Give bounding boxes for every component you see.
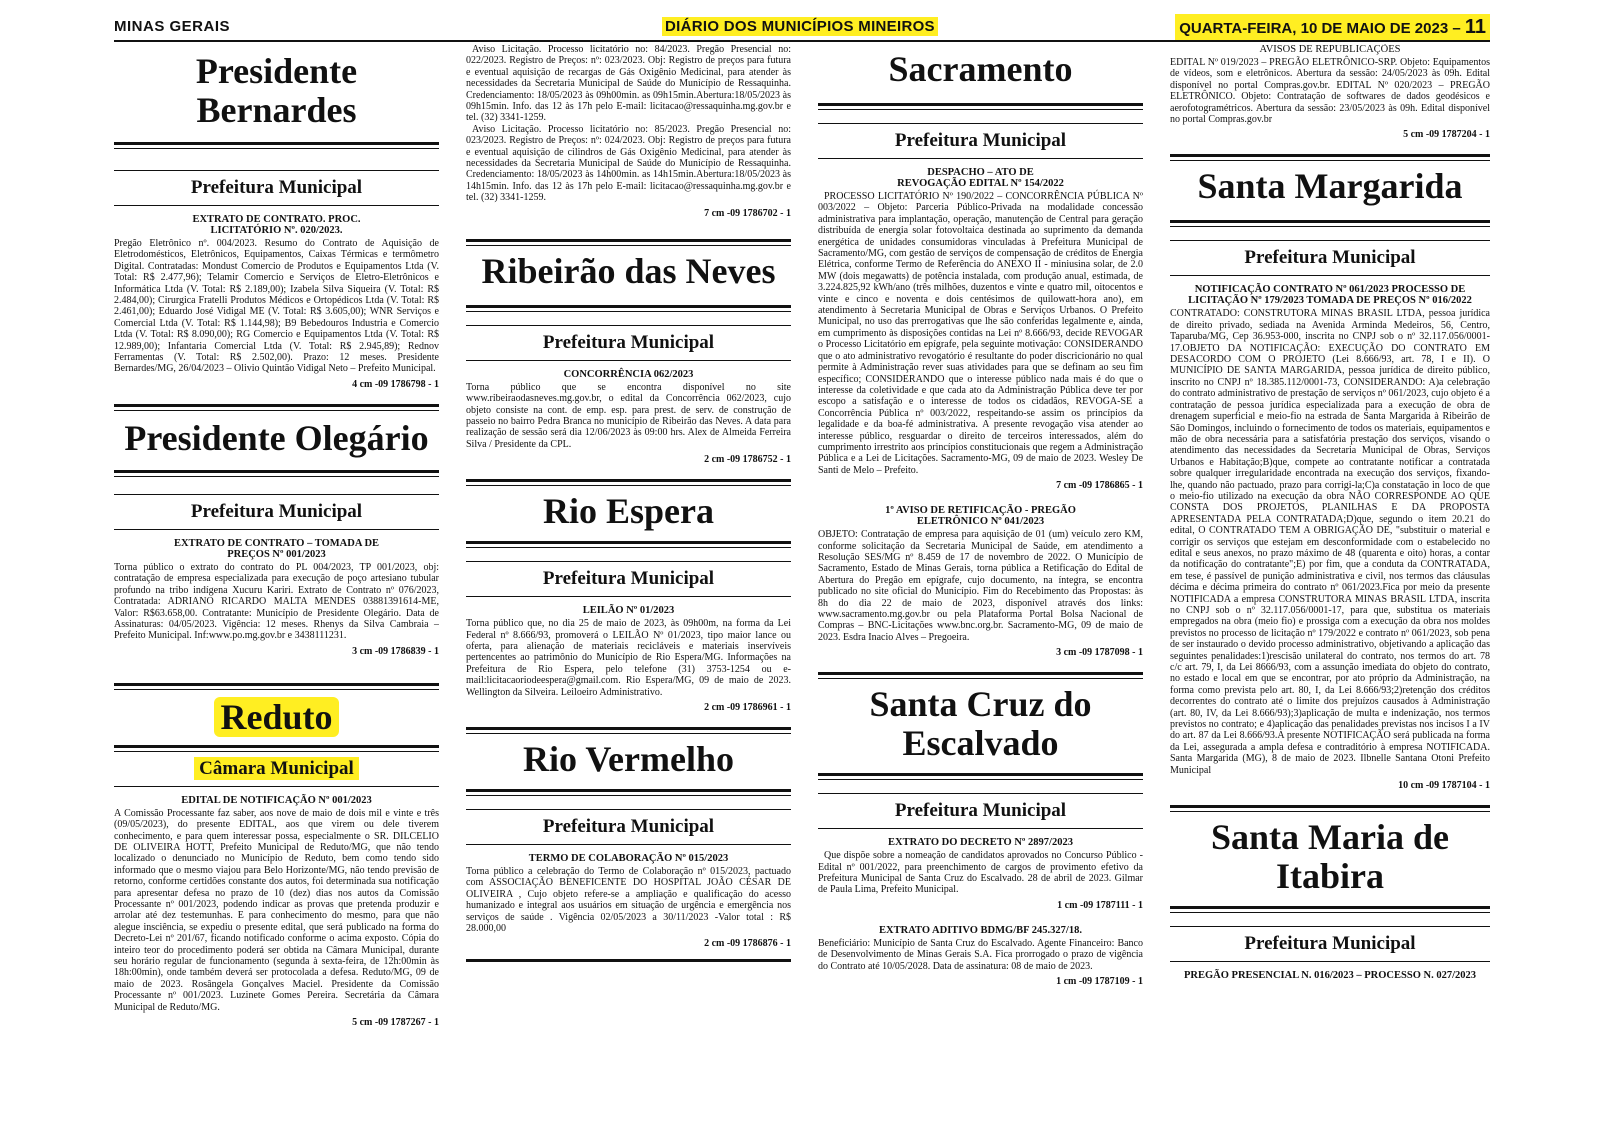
notice-body: OBJETO: Contratação de empresa para aquisição de 01 (um) veículo zero KM, conforme solicitação da Secretaria Municipal de Saúde, em atendimento a Resolução SES/MG nº 8.459 de 17 de novembro de 2022. O Município de Sacramento, Estado de Minas Gerais, torna pública a Retificação do Edital de Abertura do Pregão em epígrafe, cujo documento, na íntegra, se encontra publicado no site oficial do Município. Fim do Recebimento das Propostas: às 8h do dia 22 de maio de 2023, disponível através dos links: www.sacramento.mg.gov.br ou pela Plataforma Portal Bolsa Nacional de Compras – BNC-Licitações www.bnc.org.br. Sacramento-MG, 09 de maio de 2023. Esdra Inacio Alves – Pregoeira. <box>818 529 1143 643</box>
org-name: Prefeitura Municipal <box>542 815 715 837</box>
org-name: Prefeitura Municipal <box>542 568 715 590</box>
divider <box>818 123 1143 124</box>
city-title-santa-margarida: Santa Margarida <box>1197 166 1463 207</box>
column-4 <box>1170 44 1490 1144</box>
page-number: 11 <box>1464 16 1486 38</box>
divider <box>114 683 439 686</box>
divider <box>1170 220 1490 223</box>
org-name-text: Câmara Municipal <box>194 757 359 780</box>
city-title-sacramento: Sacramento <box>888 49 1073 89</box>
divider <box>466 596 791 597</box>
notice-body: A Comissão Processante faz saber, aos nove de maio de dois mil e vinte e três (09/05/2023), do presente EDITAL, aos que virem ou dele tiverem conhecimento, e para quem interessar possa, especialmente o SR. DILCELIO DE OLIVEIRA HOTT, Prefeito Municipal de Reduto/MG, que não tendo localizado o denunciado no Município de Reduto, bem como tendo sido informado que o mesmo viajou para Belo Horizonte/MG, não tendo previsão de retorno, conforme certidões constante dos autos, foi determinada sua notificação para apresentar defesa no prazo de 10 (dez) dias nos autos da Comissão Processante nº 001/2023, podendo indicar as provas que pretenda produzir e arrolar até dez testemunhas. E para conhecimento do mesmo, para que não alegue insciência, se expediu o presente edital, que será publicado na forma do Decreto-Lei nº 201/67, ficando notificado conforme o acima exposto. Cópia do inteiro teor do procedimento poderá ser obtida na Câmara Municipal, durante seu horário regular de funcionamento (segunda à sexta-feira, de 12h:00min às 18h:00min), onde também deverá ser protocolada a defesa. Reduto/MG, 09 de maio de 2023. Rosângela Gonçalves Maciel. Presidente da Comissão Processante nº 001/2023. Luzinete Gomes Pereira. Secretária da Câmara Municipal de Reduto/MG. <box>114 807 439 1013</box>
notice-title: EXTRATO DE CONTRATO. PROC. LICITATÓRIO Nº. 020/2023. <box>192 214 361 236</box>
divider <box>1170 805 1490 808</box>
city-title-rio-espera: Rio Espera <box>543 491 714 532</box>
notice-body: CONTRATADO: CONSTRUTORA MINAS BRASIL LTDA, pessoa jurídica de direito privado, sediada na Avenida Arminda Medeiros, 56, Centro, Taparuba/MG, Cep 36.953-000, inscrita no CNPJ sob o nº 32.117.056/0001-17.OBJETO DA NOTIFICAÇÃO: EXECUÇÃO DO CONTRATO EM DESACORDO COM O PROJETO (Lei 8.666/93, art. 78, I e II). O MUNICÍPIO DE SANTA MARGARIDA, pessoa jurídica de direito público, inscrito no CNPJ nº 18.385.112/0001-73, CONSIDERANDO: A)a celebração do contrato administrativo de prestação de serviços nº 061/2023, cujo objeto é a contratação de pessoa jurídica especializada para a execução de obra de drenagem superficial e meio-fio na estrada de Santa Margarida à Ribeirão de São Domingos, incluindo o fornecimento de todos os materiais, equipamentos e mão de obra necessária para a satisfatória prestação dos serviços, visando o atendimento das necessidades da Secretaria Municipal de Obras, Serviços Urbanos e Habitação;B)que, compete ao contratante notificar a contratada sobre qualquer irregularidade encontrada na execução dos serviços, fixando-lhe, quando não pactuado, prazo para corrigi-la;C)a constatação in loco de que o meio-fio utilizado na execução da obra NÃO CORRESPONDE AO QUE CONSTA DOS PROJETOS, PLANILHAS E DA PROPOSTA APRESENTADA PELA CONTRATADA;D)que, segundo o item 20.21 do edital, O CONTRATADO TEM A OBRIGAÇÃO DE, "substituir o material e corrigir os serviços que estejam em desconformidade com o estabelecido no edital e seus anexos, no prazo máximo de 48 (quarenta e oito) horas, a contar da notificação do contratante";E) por fim, que a conduta da CONTRATADA, em tese, é passível de punição administrativa e civil, nos termos das cláusulas décima e décima primeira do contrato nº 061/2023.Fica por meio da presente NOTIFICADA a empresa CONSTRUTORA MINAS BRASIL LTDA, inscrita no CNPJ sob o nº 32.117.056/0001-17, para que, substitua os materiais empregados na obra (meio fio) e prossiga com a execução da obra nos moldes previstos no processo de licitação nº 179/2022 e contrato nº 061/2023, sob pena de ser instaurado o devido processo administrativo, objetivando a aplicação das seguintes penalidades:1)rescisão unilateral do contrato, nos termos do art. 78 c/c art. 79, I, da Lei 8666/93, com a assunção imediata do objeto do contrato, no estado e local em que se encontrar, por ato próprio da Administração, na forma como prevista pelo art. 80, I, da Lei 8.666/93;2)retenção dos créditos decorrentes do contrato até o limite dos prejuízos causados à Administração (art. 80, IV, da Lei 8.666/93);3)aplicação de multa e indenização, nos termos previstos no contrato; e 4)aplicação das penalidades previstas nos incisos I a IV do art. 87 da Lei 8.666/93.A presente NOTIFICAÇÃO será publicada na forma da Lei, assegurada a ampla defesa e contraditório à empresa NOTIFICADA. Santa Margarida (MG), 8 de maio de 2023. Ilbnelle Santana Otoni Prefeito Municipal <box>1170 308 1490 776</box>
divider <box>114 786 439 787</box>
notice-code: 10 cm -09 1787104 - 1 <box>1398 780 1490 792</box>
notice-title: NOTIFICAÇÃO CONTRATO Nº 061/2023 PROCESSO DE LICITAÇÃO Nº 179/2023 TOMADA DE PREÇOS Nº 016/2022 <box>1188 284 1472 307</box>
notice-title: PREGÃO PRESENCIAL N. 016/2023 – PROCESSO N. 027/2023 <box>1184 970 1476 982</box>
notice-title: EXTRATO DO DECRETO Nº 2897/2023 <box>888 837 1073 849</box>
notice-body: Aviso Licitação. Processo licitatório no: 84/2023. Pregão Presencial no: 022/2023. Registro de Preços: nº: 023/2023. Obj: Registro de preços para futura e eventual aquisição de recargas de Gás Oxigênio Medicinal, para atender às necessidades da Secretaria Municipal de Saúde do Município de Ressaquinha. Credenciamento: 18/05/2023 às 09h00min. as 09h15min.Abertura:18/05/2023 às 09h15min. Info. das 12 às 17h pelo E-mail: licitacao@ressaquinha.mg.gov.br e tel. (32) 3341-1259. <box>466 44 791 124</box>
divider <box>1170 906 1490 909</box>
issue-date-text: QUARTA-FEIRA, 10 DE MAIO DE 2023 – <box>1179 20 1465 37</box>
org-name: Prefeitura Municipal <box>1244 247 1416 269</box>
divider <box>114 745 439 748</box>
notice-title: AVISOS DE REPUBLICAÇÕES <box>1259 44 1401 55</box>
notice-code: 3 cm -09 1786839 - 1 <box>352 645 439 657</box>
notice-body: Torna público a celebração do Termo de Colaboração nº 015/2023, pactuado com ASSOCIAÇÃO BENEFICENTE DO HOSPITAL JOÃO CÉSAR DE OLIVEIRA , Cujo objeto refere-se a ampliação e qualificação do acesso humanizado e integral aos usuários em situação de urgência e emergência nos serviços de saúde . Vigência 02/05/2023 a 30/11/2023 -Valor total : R$ 28.000,00 <box>466 865 791 934</box>
notice-code: 1 cm -09 1787111 - 1 <box>1057 899 1143 911</box>
notice-code: 5 cm -09 1787267 - 1 <box>352 1017 439 1029</box>
city-title-santa-cruz-do-escalvado: Santa Cruz do Escalvado <box>869 684 1092 764</box>
notice-body: Aviso Licitação. Processo licitatório no: 85/2023. Pregão Presencial no: 023/2023. Registro de Preços: nº: 024/2023. Obj: Registro de preços para futura e eventual aquisição de cilindros de Gás Oxigênio Medicinal, para atender às necessidades da Secretaria Municipal de Saúde do Município de Ressaquinha. Credenciamento: 18/05/2023 às 14h00min. as 14h15min.Abertura:18/05/2023 às 14h15min. Info. das 12 às 17h pelo E-mail: licitacao@ressaquinha.mg.gov.br e tel. (32) 3341-1259. <box>466 123 791 204</box>
divider <box>818 793 1143 794</box>
divider <box>114 404 439 407</box>
city-title-rio-vermelho: Rio Vermelho <box>523 738 734 779</box>
state-name: MINAS GERAIS <box>114 18 231 35</box>
org-name: Prefeitura Municipal <box>190 500 363 522</box>
city-title-presidente-olegario: Presidente Olegário <box>124 417 429 458</box>
city-title-reduto <box>114 698 439 737</box>
org-name: Prefeitura Municipal <box>190 177 363 198</box>
notice-code: 2 cm -09 1786961 - 1 <box>704 701 791 713</box>
divider <box>114 529 439 530</box>
notice-code: 4 cm -09 1786798 - 1 <box>352 378 439 390</box>
divider <box>114 205 439 206</box>
divider <box>466 727 791 730</box>
journal-name: DIÁRIO DOS MUNICÍPIOS MINEIROS <box>662 17 938 36</box>
column-1 <box>114 44 439 1144</box>
notice-title: EXTRATO DE CONTRATO – TOMADA DE PREÇOS Nº 001/2023 <box>173 537 380 560</box>
notice-code: 7 cm -09 1786865 - 1 <box>1056 480 1143 492</box>
divider <box>466 239 791 242</box>
divider <box>818 158 1143 159</box>
notice-title: 1º AVISO DE RETIFICAÇÃO - PREGÃO ELETRÔNICO Nº 041/2023 <box>885 505 1076 528</box>
divider <box>114 470 439 473</box>
org-name <box>114 758 439 780</box>
notice-title: LEILÃO Nº 01/2023 <box>582 605 675 617</box>
divider <box>818 773 1143 776</box>
issue-date <box>1175 14 1490 41</box>
notice-title: TERMO DE COLABORAÇÃO Nº 015/2023 <box>528 852 729 864</box>
divider <box>818 828 1143 829</box>
notice-body: PROCESSO LICITATÓRIO Nº 190/2022 – CONCORRÊNCIA PÚBLICA Nº 003/2022 – Objeto: Parceria Público-Privada na modalidade concessão administrativa para implantação, operação, manutenção de Central para geração distribuída de energia solar fotovoltaica destinada ao suprimento da demanda energética de unidades consumidoras vinculadas à Prefeitura Municipal de Sacramento/MG, com gestão de serviços de compensação de créditos de Energia Elétrica, conforme Termo de Referência do ANEXO II - miniusina solar, de 2.0 MW (dois megawatts) de potência instalada, com produção anual, estimada, de 3.224.825,92 kWh/ano (três milhões, duzentos e vinte e quatro mil, oitocentos e vinte e cinco e noventa e dois centésimos de quilowatt-hora ano), em atendimento à Secretaria Municipal de Obras e Serviços Urbanos. O Prefeito Municipal, no uso das prerrogativas que lhe são conferidas legalmente e, ainda, em cumprimento às disposições contidas na Lei nº 8.666/93, decide REVOGAR o Processo Licitatório em epígrafe, pela seguinte motivação: CONSIDERANDO que o ato administrativo revogatório é resultante do poder discricionário no qual permite à Administração rever suas atividades para que se definam ao seu fim específico; CONSIDERANDO que o interesse público nada mais é do que o interesse da coletividade e que cada ato da Administração Pública deve ter por escopo a satisfação e o interesse de todos os cidadãos, REVOGA-SE a Concorrência Pública nº 003/2022, respeitando-se assim os princípios da legalidade e da boa-fé administrativa. A presente revogação visa atender ao interesse público, resguardar o direito de terceiros interessados, além do cumprimento irrestrito aos princípios constitucionais que regem a Administração Pública e a Lei de Licitações. Sacramento-MG, 09 de maio de 2023. Wesley De Santi de Melo – Prefeito. <box>818 191 1143 476</box>
divider <box>466 360 791 361</box>
notice-code: 5 cm -09 1787204 - 1 <box>1403 129 1490 141</box>
divider <box>1170 926 1490 927</box>
notice-body: Pregão Eletrônico nº. 004/2023. Resumo do Contrato de Aquisição de Eletrodomésticos, Eletrônicos, Equipamentos, Caixas Térmicas e termômetro Digital. Contratadas: Mondust Comercio de Produtos e Equipamentos Ltda (V. Total: R$ 2.477,96); Telamir Comercio e Serviços de Eletro-Eletrônicos e Informática Ltda (V. Total: R$ 2.189,00); Izabela Silva Siqueira (V. Total: R$ 2.484,00); Cirurgica Fratelli Produtos Médicos e Ortopédicos Ltda (V. Total: R$ 2.461,00); Eduardo José Vidigal ME (V. Total: R$ 3.605,00); WNR Serviços e Comercial Ltda (V. Total: R$ 1.144,98); B9 Bebedouros Industria e Comercio Ltda (V. Total: R$ 8.090,00); RG Comercio e Equipamentos Ltda (V. Total: R$ 12.989,00); Infantaria Comercial Ltda (V. Total: R$ 2.945,89); Rednov Ferramentas (V. Total: R$ 2.502,00). Prazo: 12 meses. Presidente Bernardes/MG, 26/04/2023 – Olivio Quintão Vidigal Neto – Prefeito Municipal. <box>114 238 439 375</box>
divider <box>466 561 791 562</box>
notice-code: 2 cm -09 1786876 - 1 <box>704 938 791 950</box>
divider <box>114 142 439 145</box>
notice-body: Que dispõe sobre a nomeação de candidatos aprovados no Concurso Público - Edital nº 001/2022, para preenchimento de cargos de provimento efetivo da Prefeitura Municipal de Santa Cruz do Escalvado. 28 de abril de 2023. Gilmar de Paula Lima, Prefeito Municipal. <box>818 850 1143 896</box>
divider <box>1170 961 1490 962</box>
divider <box>466 959 791 962</box>
divider <box>466 305 791 308</box>
notice-code: 7 cm -09 1786702 - 1 <box>704 207 791 219</box>
divider <box>1170 240 1490 241</box>
page-header <box>114 12 1490 42</box>
city-title-presidente-bernardes: Presidente Bernardes <box>195 51 358 130</box>
divider <box>1170 275 1490 276</box>
divider <box>114 494 439 495</box>
notice-code: 2 cm -09 1786752 - 1 <box>704 454 791 466</box>
column-2 <box>466 44 791 1144</box>
divider <box>114 751 439 752</box>
notice-title: EDITAL DE NOTIFICAÇÃO Nº 001/2023 <box>181 794 372 806</box>
notice-body: Torna público que, no dia 25 de maio de 2023, às 09h00m, na forma da Lei Federal nº 8.666/93, promoverá o LEILÃO Nº 01/2023, tipo maior lance ou oferta, para alienação de materiais recicláveis e materiais inservíveis pertencentes ao patrimônio do Município de Rio Espera/MG. Informações na Prefeitura de Rio Espera, pelo telefone (31) 3753-1254 ou e-mail:licitacaoriodeespera@gmail.com. Rio Espera/MG, 09 de maio de 2023. Wellington da Silveira. Leiloeiro Administrativo. <box>466 618 791 698</box>
notice-body: EDITAL Nº 019/2023 – PREGÃO ELETRÔNICO-SRP. Objeto: Equipamentos de vídeos, som e eletrônicos. Abertura da sessão: 24/05/2023 às 09h. Edital disponível no portal Compras.gov.br. EDITAL Nº 020/2023 – PREGÃO ELETRÔNICO. Objeto: Contratação de softwares de dados geodésicos e aerofotogramétricos. Abertura da sessão: 23/05/2023 às 09h. Edital disponível no portal Compras.gov.br <box>1170 57 1490 126</box>
org-name: Prefeitura Municipal <box>542 331 715 353</box>
header-rule <box>114 40 1490 42</box>
divider <box>466 809 791 810</box>
city-title-ribeirao-das-neves: Ribeirão das Neves <box>481 250 776 291</box>
divider <box>818 103 1143 106</box>
divider <box>114 170 439 171</box>
divider <box>466 844 791 845</box>
notice-code: 3 cm -09 1787098 - 1 <box>1056 647 1143 659</box>
notice-body: Torna público que se encontra disponível no site www.ribeiraodasneves.mg.gov.br, o edital da Concorrência 062/2023, cujo objeto consiste na cont. de emp. esp. para prest. de serv. de construção de passeio no bairro Pedra Branca no município de Ribeirão das Neves. A data para realização de sessão será dia 12/06/2023 às 09:00 hrs. Alex de Almeida Ferreira Silva / Presidente da CPL. <box>466 381 791 450</box>
divider <box>1170 154 1490 157</box>
divider <box>466 479 791 482</box>
notice-code: 1 cm -09 1787109 - 1 <box>1056 976 1143 988</box>
notice-title: CONCORRÊNCIA 062/2023 <box>563 368 694 380</box>
org-name: Prefeitura Municipal <box>894 800 1067 822</box>
divider <box>466 541 791 544</box>
divider <box>466 325 791 326</box>
notice-title: DESPACHO – ATO DE REVOGAÇÃO EDITAL Nº 154/2022 <box>897 167 1064 189</box>
divider <box>466 789 791 792</box>
notice-body: Torna público o extrato do contrato do PL 004/2023, TP 001/2023, obj: contratação de empresa especializada para execução de poço artesiano tubular profundo na tribo indígena Xucuru Kariri. Extrato de Contrato nº 076/2023, Contratada: ADRIANO RICARDO MALTA MENDES 03881391614-ME, Valor: R$63.658,00. Contratante: Município de Presidente Olegário. Data de Assinaturas: 04/05/2023. Vigência: 12 meses. Rhenys da Silva Cambraia – Prefeito Municipal. Inf:www.po.mg.gov.br e 3438111231. <box>114 561 439 642</box>
notice-body: Beneficiário: Município de Santa Cruz do Escalvado. Agente Financeiro: Banco de Desenvolvimento de Minas Gerais S.A. Fica prorrogado o prazo de vigência do Contrato até 10/05/2028. Data de assinatura: 08 de maio de 2023. <box>818 937 1143 972</box>
notice-title: EXTRATO ADITIVO BDMG/BF 245.327/18. <box>879 924 1082 936</box>
divider <box>818 672 1143 675</box>
org-name: Prefeitura Municipal <box>894 130 1067 151</box>
column-3 <box>818 44 1143 1144</box>
city-title-santa-maria-de-itabira: Santa Maria de Itabira <box>1211 817 1449 897</box>
city-title-reduto-text: Reduto <box>214 697 338 737</box>
org-name: Prefeitura Municipal <box>1244 933 1416 955</box>
